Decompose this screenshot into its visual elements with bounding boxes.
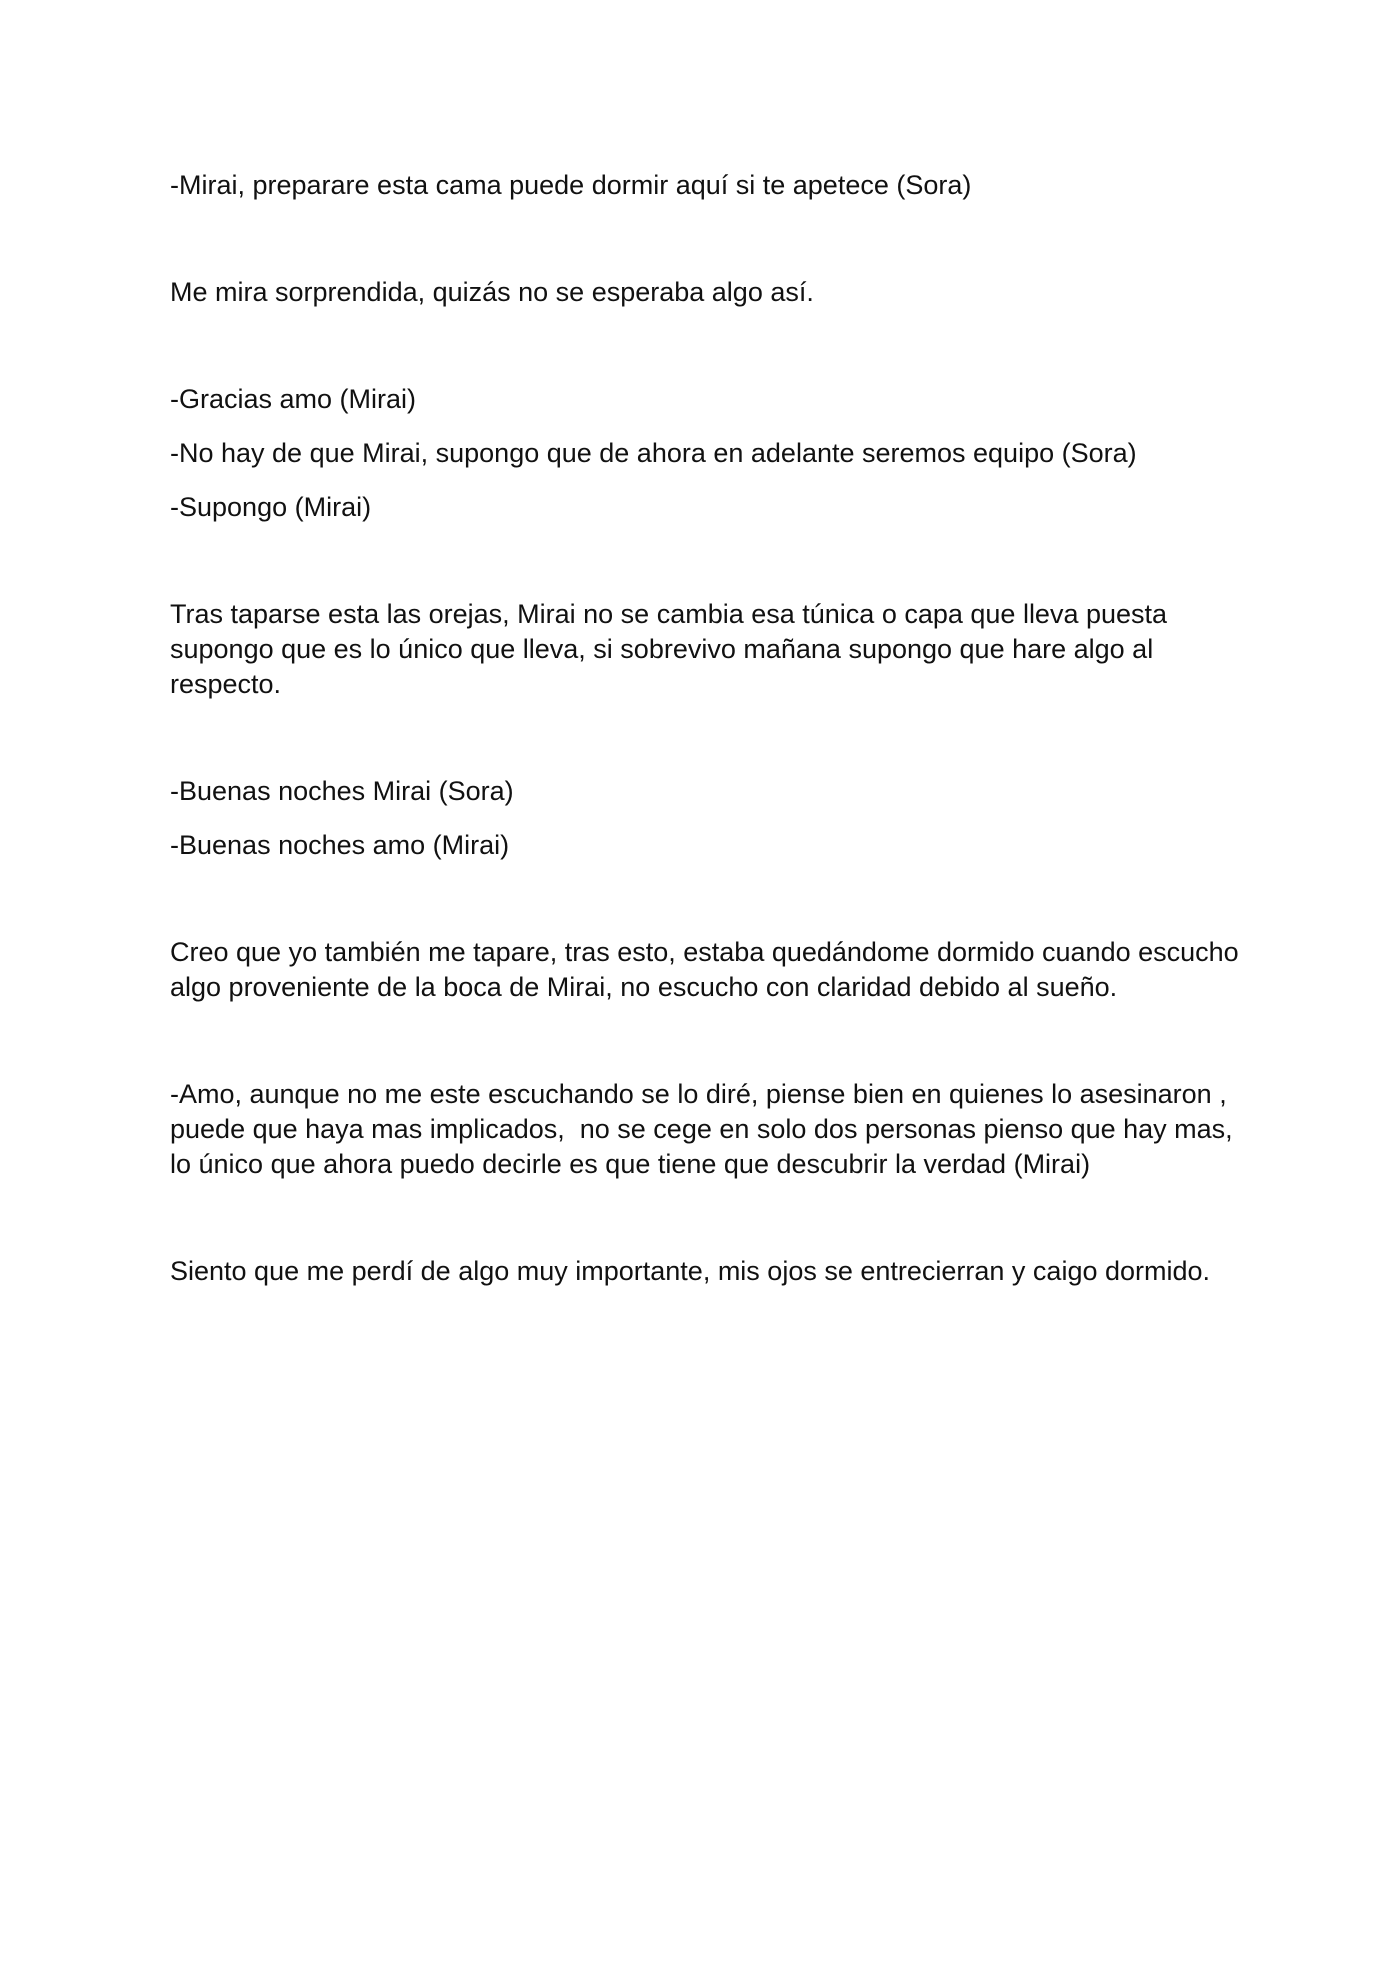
paragraph: Creo que yo también me tapare, tras esto, estaba quedándome dormido cuando escucho algo proveniente de la boca de Mirai, no escucho con claridad debido al sueño. [170,937,1247,1002]
paragraph: Me mira sorprendida, quizás no se esperaba algo así. [170,277,814,307]
document-body [170,168,1250,1289]
paragraph: -Buenas noches Mirai (Sora) [170,776,514,806]
paragraph: -Mirai, preparare esta cama puede dormir aquí si te apetece (Sora) [170,170,972,200]
paragraph: Siento que me perdí de algo muy importante, mis ojos se entrecierran y caigo dormido. [170,1256,1211,1286]
paragraph: Tras taparse esta las orejas, Mirai no se cambia esa túnica o capa que lleva puesta supongo que es lo único que lleva, si sobrevivo mañana supongo que hare algo al respecto. [170,599,1175,699]
paragraph: -No hay de que Mirai, supongo que de ahora en adelante seremos equipo (Sora) [170,438,1137,468]
paragraph: -Buenas noches amo (Mirai) [170,830,510,860]
paragraph: -Supongo (Mirai) [170,492,372,522]
paragraph: -Amo, aunque no me este escuchando se lo diré, piense bien en quienes lo asesinaron , puede que haya mas implicados, no se cege en solo dos personas pienso que hay mas, lo único que ahora puedo decirle es que tiene que descubrir la verdad (Mirai) [170,1079,1241,1179]
paragraph: -Gracias amo (Mirai) [170,384,417,414]
